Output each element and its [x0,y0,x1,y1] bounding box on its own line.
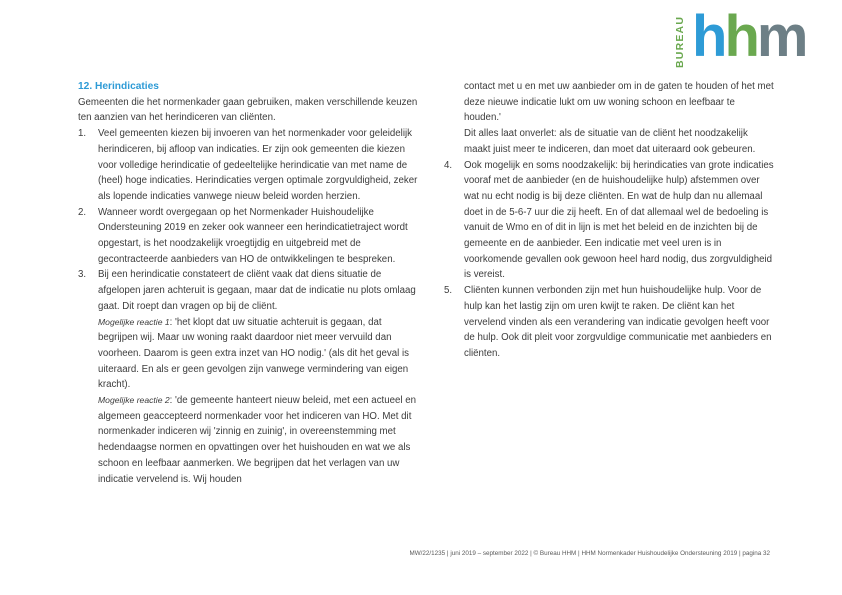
right-column [444,79,774,362]
list-item-4 [444,158,774,284]
reaction-2-text: : 'de gemeente hanteert nieuw beleid, met een actueel en algemeen geaccepteerd normenkader voor het indiceren van HO. Met dit normenkader indiceren wij 'zinnig en zuinig', in overeenstemming met hedendaagse normen en opvattingen over het huishouden en wat we als schoon en leefbaar aanmerken. We begrijpen dat het verlagen van uw indicatie vervelend is. Wij houden [98,395,417,485]
logo-hhm-text: hhm [692,4,806,69]
reaction-2-label: Mogelijke reactie 2 [98,395,170,406]
list-item-text: Bij een herindicatie constateert de cliënt vaak dat diens situatie de afgelopen jaren achteruit is gegaan, maar dat de indicatie nu plots omlaag gaat. Dit roept dan vragen op bij de cliënt. [98,269,416,312]
list-number: 3. [78,269,87,281]
logo-bureau-text: BUREAU [674,15,686,68]
list-item-text: Wanneer wordt overgegaan op het Normenkader Huishoudelijke Ondersteuning 2019 en zeker ook wanneer een herindicatietraject wordt opgestart, is het noodzakelijk vroegtijdig en uitgebreid met de gecontracteerde aanbieders van HO de ontwikkelingen te bespreken. [98,206,408,265]
list-item-5 [444,283,774,362]
page-footer: MW/22/1235 | juni 2019 – september 2022 | © Bureau HHM | HHM Normenkader Huishoudelijke Ondersteuning 2019 | pagina 32 [409,550,770,557]
reaction-1 [98,315,418,394]
list-number: 1. [78,128,87,140]
list-item-text: Ook mogelijk en soms noodzakelijk: bij herindicaties van grote indicaties vooraf met de aanbieder (en de huishoudelijke hulp) afstemmen over wat nu echt nodig is bij deze cliënten. En wat de hulp dan nu allemaal doet in de 5-6-7 uur die zij heeft. En of dat allemaal wel de bedoeling is vanuit de Wmo en of dit in lijn is met het beleid en de inzichten bij de gemeente en de aanbieder. Een indicatie met veel uren is in voorkomende gevallen ook gewoon heel hard nodig, dus zorgvuldigheid is vereist. [464,159,774,281]
list-item-1 [78,126,418,205]
list-number: 4. [444,159,453,171]
reaction-1-label: Mogelijke reactie 1 [98,316,170,327]
reaction-2-continued: contact met u en met uw aanbieder om in de gaten te houden of het met deze nieuwe indicatie lukt om uw woning schoon en leefbaar te houden.' [464,81,774,124]
bureau-hhm-logo [672,4,806,70]
list-number: 2. [78,206,87,218]
conclusion-text: Dit alles laat onverlet: als de situatie van de cliënt het noodzakelijk maakt juist meer te indiceren, dan moet dat uiteraard ook gebeuren. [464,128,756,155]
list-item-text: Veel gemeenten kiezen bij invoeren van het normenkader voor geleidelijk herindiceren, bij afloop van indicaties. Er zijn ook gemeenten die kiezen voor volledige herindicatie of gedeeltelijke herindicatie van met name de (heel) hoge indicaties. Herindicaties vergen optimale zorgvuldigheid, zeker als lopende indicaties vanwege nieuw beleid worden herzien. [98,128,418,202]
list-number: 5. [444,285,453,297]
list-item-text: Cliënten kunnen verbonden zijn met hun huishoudelijke hulp. Voor de hulp kan het lastig zijn om uren kwijt te raken. De cliënt kan het vervelend vinden als een verandering van indicatie gevolgen heeft voor de hulp. Ook dit pleit voor zorgvuldige communicatie met aanbieders en cliënten. [464,285,772,359]
list-item-2 [78,205,418,268]
list-item-3 [78,267,418,487]
section-intro: Gemeenten die het normenkader gaan gebruiken, maken verschillende keuzen ten aanzien van het herindiceren van cliënten. [78,96,418,124]
left-column [78,79,418,487]
reaction-1-text: : 'het klopt dat uw situatie achteruit is gegaan, dat begrijpen wij. Maar uw woning raakt daardoor niet meer vervuild dan voorheen. Daarom is geen extra inzet van HO nodig.' (als dit het geval is uiteraard. En als er geen gevolgen zijn vanwege vermindering van eigen kracht). [98,316,409,391]
reaction-2 [98,393,418,487]
section-heading: 12. Herindicaties [78,81,159,92]
